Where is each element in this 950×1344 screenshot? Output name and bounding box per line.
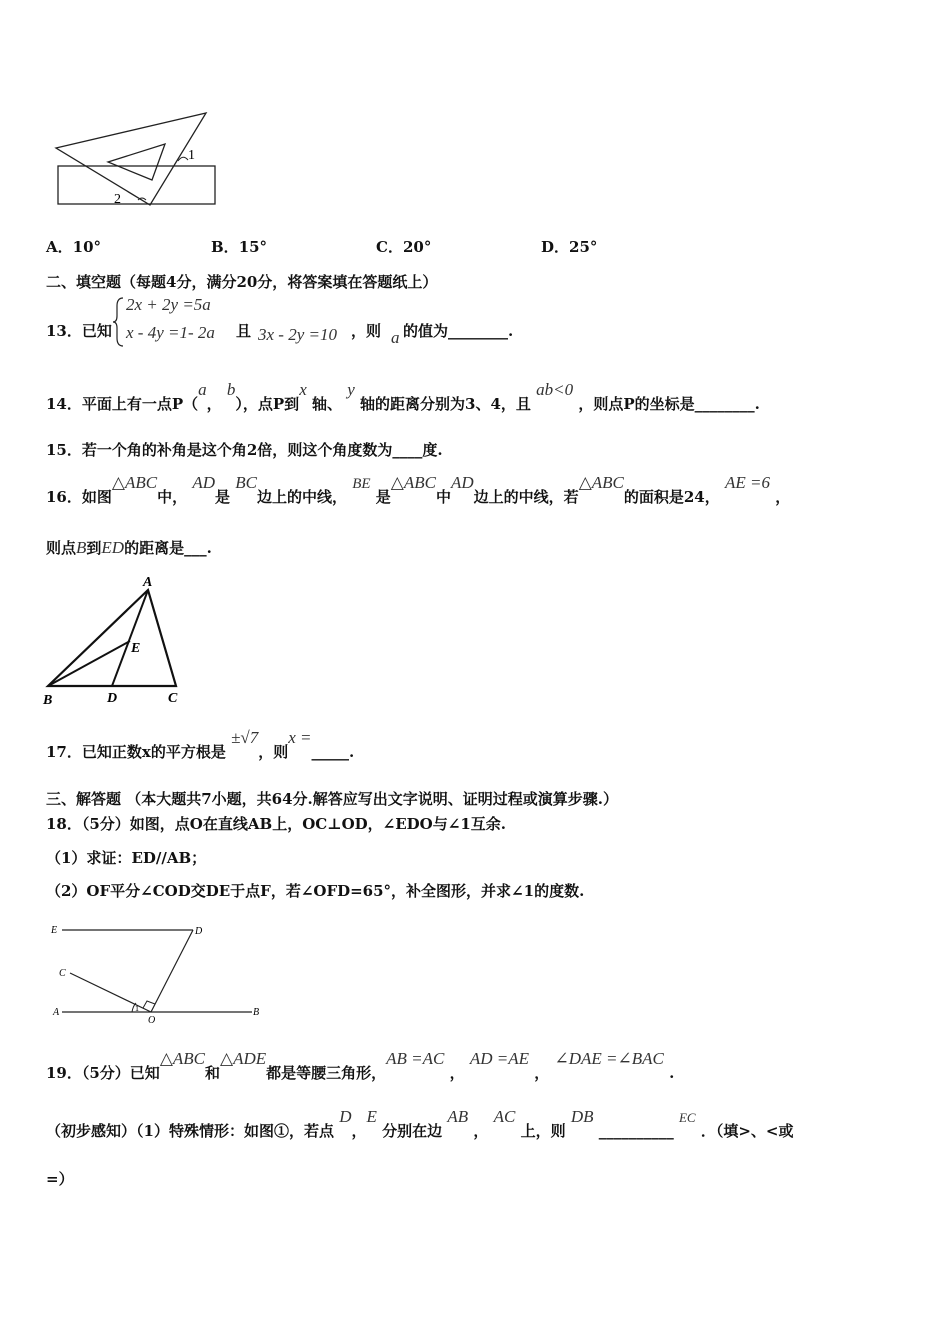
vertex-a: A [143, 575, 153, 590]
question-19-line3: =） [46, 1170, 74, 1188]
svg-text:D: D [195, 926, 203, 937]
svg-text:A: A [53, 1007, 60, 1018]
question-13: 13．已知 2x + 2y =5a x - 4y =1- 2a 且 3x - 2y =10 ，则 a 的值为________. [46, 295, 514, 347]
option-b[interactable]: B．15° [211, 238, 268, 256]
option-c[interactable]: C．20° [376, 238, 432, 256]
section-2-heading: 二、填空题（每题4分，满分20分，将答案填在答题纸上） [46, 273, 438, 291]
vertex-c: C [168, 691, 178, 706]
option-d[interactable]: D．25° [541, 238, 598, 256]
question-18: 18．（5分）如图，点O在直线AB上，OC⊥OD，∠EDO与∠1互余. [46, 815, 506, 833]
rectangle-ruler [58, 166, 215, 204]
angle-label-1: 1 [188, 148, 195, 163]
svg-text:C: C [59, 968, 66, 979]
triangle-abc-figure [40, 572, 190, 710]
vertex-b: B [43, 693, 53, 708]
question-18-part1: （1）求证：ED//AB； [46, 849, 207, 867]
ruler-triangle-figure [50, 108, 225, 210]
question-19-line1: 19．（5分）已知△ABC和△ADE都是等腰三角形，AB =AC ， AD =AE ， ∠DAE =∠BAC . [46, 1049, 675, 1082]
question-16-line1: 16．如图△ABC中， AD是 BC边上的中线， BE 是△ABC中AD边上的中线，若△ABC的面积是24， AE =6 ， [46, 473, 791, 506]
question-19-line2: （初步感知）（1）特殊情形：如图①，若点 D，E 分别在边 AB ， AC 上，则 DB __________ EC ．（填>、<或 [46, 1107, 794, 1140]
option-a[interactable]: A．10° [46, 238, 102, 256]
lines-figure [48, 920, 273, 1030]
svg-text:O: O [148, 1015, 156, 1026]
question-17: 17．已知正数x的平方根是 ±√7，则x =_____. [46, 728, 355, 761]
point-d: D [107, 691, 118, 706]
triangle-abc [48, 590, 176, 686]
inner-triangle [108, 144, 165, 180]
question-14: 14．平面上有一点P（a， b），点P到x 轴、 y 轴的距离分别为3、4，且 ab<0 ，则点P的坐标是________. [46, 380, 760, 413]
svg-text:E: E [51, 925, 58, 936]
median-ad [112, 590, 148, 686]
system-brace [112, 296, 126, 348]
svg-text:B: B [253, 1007, 260, 1018]
point-e: E [131, 641, 141, 656]
question-18-part2: （2）OF平分∠COD交DE于点F，若∠OFD=65°，补全图形，并求∠1的度数. [46, 882, 585, 900]
question-16-line2: 则点B到ED的距离是___. [46, 538, 212, 557]
outer-triangle [56, 113, 206, 205]
angle-label-2: 2 [114, 192, 121, 207]
svg-text:1: 1 [135, 1004, 139, 1013]
segment-od [151, 930, 193, 1012]
section-3-heading: 三、解答题 （本大题共7小题，共64分.解答应写出文字说明、证明过程或演算步骤.） [46, 790, 618, 808]
question-15: 15．若一个角的补角是这个角2倍，则这个角度数为____度. [46, 441, 443, 459]
